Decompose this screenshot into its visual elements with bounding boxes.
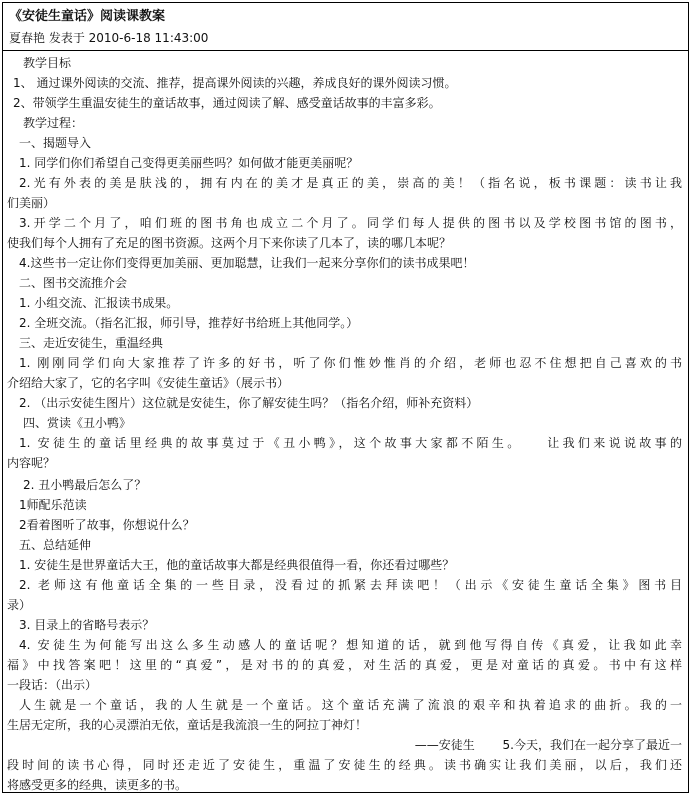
paragraph-line: 2看着图听了故事，你想说什么？ [19,518,195,532]
paragraph-line: 2、带领学生重温安徒生的童话故事，通过阅读了解、感受童话故事的丰富多彩。 [13,96,441,110]
paragraph-line: 介绍给大家了，它的名字叫《安徒生童话》（展示书） [7,376,290,390]
paragraph-line: 3.开学二个月了，咱们班的图书角也成立二个月了。同学们每人提供的图书以及学校图书馆的图书， [19,216,682,230]
paragraph-line: 4.这些书一定让你们变得更加美丽、更加聪慧，让我们一起来分享你们的读书成果吧！ [19,256,475,270]
paragraph-line: 1. 安徒生是世界童话大王，他的童话故事大都是经典很值得一看，你还看过哪些？ [19,558,455,572]
paragraph-line: 3. 目录上的省略号表示？ [19,618,155,632]
section-heading: 教学目标 [23,56,72,70]
paragraph-line: 4. 安徒生为何能写出这么多生动感人的童话呢？想知道的话，就到他写得自传《真爱，让我如此幸 [19,638,682,652]
paragraph-line: 将感受更多的经典，读更多的书。 [7,778,188,791]
paragraph-line: 1、 通过课外阅读的交流、推荐，提高课外阅读的兴趣，养成良好的课外阅读习惯。 [13,76,457,90]
paragraph-line: 2. 全班交流。（指名汇报，师引导，推荐好书给班上其他同学。） [19,316,359,330]
quote-line: 生居无定所，我的心灵漂泊无依，童话是我流浪一生的阿拉丁神灯！ [7,718,368,732]
paragraph-line: 2. （出示安徒生图片）这位就是安徒生，你了解安徒生吗？（指名介绍，师补充资料） [19,396,479,410]
quote-attribution: ——安徒生 5.今天，我们在一起分享了最近一 [414,738,682,752]
paragraph-line: 1. 刚刚同学们向大家推荐了许多的好书，听了你们惟妙惟肖的介绍，老师也忍不住想把自己喜欢的书 [19,356,682,370]
quote-line: 人生就是一个童话，我的人生就是一个童话。这个童话充满了流浪的艰辛和执着追求的曲折。我的一 [19,698,682,712]
paragraph-line: 1师配乐范读 [19,498,87,512]
article-header [3,3,688,51]
section-heading: 二、图书交流推介会 [19,276,128,290]
paragraph-line: 段时间的读书心得，同时还走近了安徒生，重温了安徒生的经典。读书确实让我们美丽，以后，我们还 [7,758,682,772]
paragraph-line: 2. 老师这有他童话全集的一些目录，没看过的抓紧去拜读吧！（出示《安徒生童话全集》图书目 [19,578,682,592]
article-frame [2,2,689,793]
section-heading: 四、赏读《丑小鸭》 [23,416,132,430]
paragraph-line: 1. 小组交流、汇报读书成果。 [19,296,179,310]
paragraph-line: 一段话：（出示） [7,678,98,692]
article-title: 《安徒生童话》阅读课教案 [9,9,166,24]
paragraph-line: 们美丽） [7,196,56,210]
section-heading: 教学过程： [23,116,84,130]
section-heading: 五、总结延伸 [19,538,92,552]
paragraph-line: 2.光有外表的美是肤浅的，拥有内在的美才是真正的美，崇高的美！（指名说，板书课题：读书让我 [19,176,682,190]
section-heading: 三、走近安徒生，重温经典 [19,336,164,350]
paragraph-line: 使我们每个人拥有了充足的图书资源。这两个月下来你读了几本了，读的哪几本呢？ [7,236,452,250]
article-body [3,51,688,791]
paragraph-line: 1. 安徒生的童话里经典的故事莫过于《丑小鸭》，这个故事大家都不陌生。 让我们来说说故事的 [19,436,682,450]
paragraph-line: 福》中找答案吧！这里的“真爱”，是对书的的真爱，对生活的真爱，更是对童话的真爱。书中有这样 [7,658,682,672]
article-meta: 夏春艳 发表于 2010-6-18 11:43:00 [9,31,209,45]
paragraph-line: 内容呢？ [7,456,56,470]
paragraph-line: 1. 同学们你们希望自己变得更美丽些吗？如何做才能更美丽呢？ [19,156,359,170]
section-heading: 一、揭题导入 [19,136,92,150]
paragraph-line: 录） [7,598,32,612]
paragraph-line: 2. 丑小鸭最后怎么了？ [23,478,147,492]
